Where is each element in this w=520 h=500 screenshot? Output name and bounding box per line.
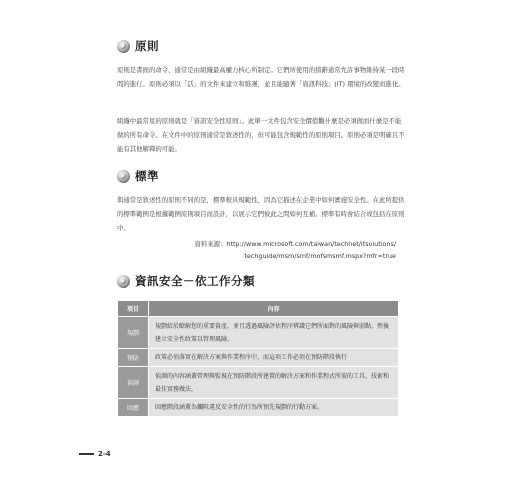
table-cell-item: 偵測 xyxy=(118,367,149,399)
source-citation xyxy=(117,238,396,262)
standard-paragraph-1: 與通常是敘述性的原則不同的是，標準較具規範性，因為它描述在企業中如何實施安全性。在此所提供的標準範例是根據範例原則項目而設計，以展示它們彼此之間如何互補。標準有時會結合或包括在原則中。 xyxy=(117,196,405,232)
page-footer xyxy=(79,450,111,458)
page-number: 2-4 xyxy=(98,450,111,458)
principle-paragraph-2: 組織中最常見的原則就是「資訊安全性原則」。此單一文件包含安全價值觀什麼是必須做而什麼是不能做的所有命令。在文件中的原則通常是敘述性的，但可能包含規範性的原則項目。原則必須是明確且不能有其他解釋的可能。 xyxy=(117,117,405,153)
table-row xyxy=(118,317,399,349)
table-header-content: 內容 xyxy=(149,301,399,317)
standard-heading-text: 標準 xyxy=(135,169,159,183)
work-classification-table xyxy=(117,300,399,417)
table-row xyxy=(118,349,399,367)
table-row xyxy=(118,399,399,417)
table-cell-content: 規劃給於瞭解您的重要資產，並且透過風險評估程序辨識它們所面對的風險與弱點，然後建立安全性政策以管理風險。 xyxy=(149,317,399,349)
sphere-bullet-icon xyxy=(117,275,130,288)
table-cell-item: 回應 xyxy=(118,399,149,417)
classification-heading xyxy=(117,273,255,289)
table-header-row xyxy=(118,301,399,317)
table-cell-content: 政策必須落實在解決方案與作業程序中，而這項工作必須在預防階段執行 xyxy=(149,349,399,367)
principle-heading xyxy=(117,38,159,54)
principle-heading-text: 原則 xyxy=(135,39,159,53)
table-cell-item: 規劃 xyxy=(118,317,149,349)
sphere-bullet-icon xyxy=(117,40,130,53)
footer-rule xyxy=(79,453,94,455)
classification-heading-text: 資訊安全－依工作分類 xyxy=(135,274,255,288)
source-line-1: 資料來源：http://www.microsoft.com/taiwan/technet/itsolutions/ xyxy=(194,240,396,248)
table-row xyxy=(118,367,399,399)
source-line-2: techguide/msm/smf/mofsmsmf.mspx?mfr=true xyxy=(244,252,396,260)
principle-paragraph-1: 原則是書面的命令、通常是由組織最高權力核心所制定。它們所使用的措辭通常允許事物維持某一段時間的進行。原則必須以「活」的文件來建立和維護，並且能隨著「資訊科技」(IT) 環境的改變而進化。 xyxy=(117,66,405,88)
sphere-bullet-icon xyxy=(117,170,130,183)
table-cell-content: 偵測的內容涵蓋管理與監視在預防階段所建置的解決方案和作業程式所需的工具、技術和最佳實務做法。 xyxy=(149,367,399,399)
table-cell-item: 預防 xyxy=(118,349,149,367)
table-header-item: 項目 xyxy=(118,301,149,317)
standard-heading xyxy=(117,168,159,184)
table-cell-content: 回應階段涵蓋為攔阻違反安全性的行為所預先規劃的行動方案。 xyxy=(149,399,399,417)
